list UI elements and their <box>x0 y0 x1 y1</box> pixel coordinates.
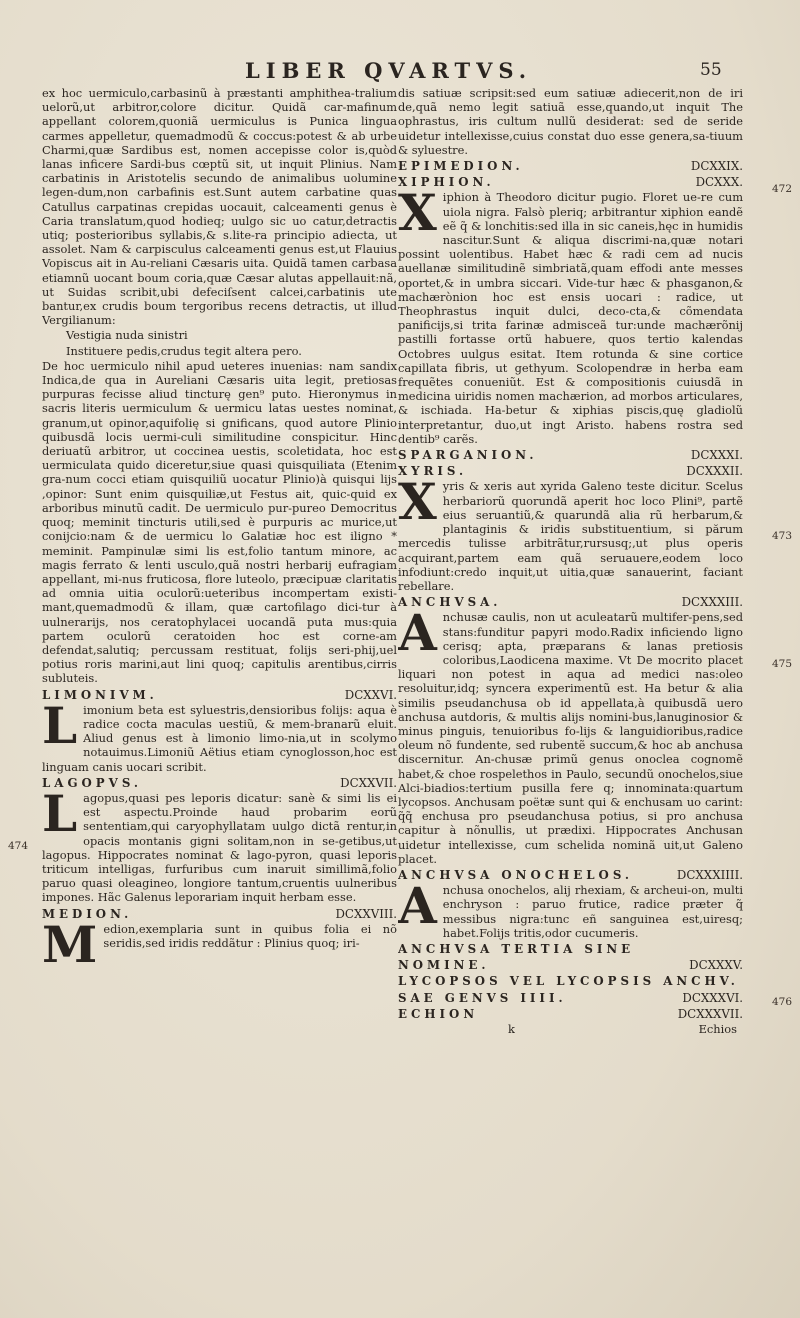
entry-heading <box>398 868 743 882</box>
margin-number: 476 <box>772 996 793 1008</box>
entry-text <box>398 183 743 446</box>
entry-text <box>398 603 743 866</box>
entry-title: XYRIS. <box>398 464 468 479</box>
paragraph: De hoc uermiculo nihil apud ueteres inuenias: nam sandix Indica,de qua in Aureliani Cæsaris uita legit, pretiosas purpuras fecisse aliud tincturę gen⁹ puto. Hieronymus in sacris literis uermiculum & uermicu latas uestes nominat, granum,ut opinor,aquifolię si gnificans, quod autore Plinio quibusdã locis uermi-culi similitudine conspicitur. Hinc deriuatũ arbitror, ut coccinea uestis, scoletidata, hoc est uermiculata quido diceretur,siue quasi quisquiliata (Etenim gra-num cocci etiam quisquiliũ uocatur Plinio)à quisqui lijs ,opinor: Sunt enim quisquiliæ,ut Festus ait, quic-quid ex arboribus minutũ cadit. De uermiculo pur-pureo Democritus quoq; meminit tincturis utili,sed è purpuris ac murice,ut conijcio:nam & de uermicu lo Galatiæ hoc est iligno * meminit. Pampinulæ simi lis est,folio tantum minore, ac magis ferrato & lenti usculo,quã nostri herbarij eufragiam appellant, mi-nus fruticosa, flore luteolo, præcipuæ claritatis ad omnia uitia oculorũ:ueteribus incompertam existi-mant,quemadmodũ & illam, quæ cartofilago dici-tur à uulnerarijs, nos ceratophylacei uocandã puta mus:quia partem oculorũ ceratoiden hoc est corne-am defendat,salutiq; percussam restituat, folijs seri-phij,uel potius roris marini,aut lini quoq; capitulis arentibus,cirris subluteis. <box>42 358 397 686</box>
entry-body: agopus,quasi pes leporis dicatur: sanè & simi lis ei est aspectu.Proinde haud probarim eorũ sententiam,qui caryophyllatam uulgo dictã rentur,in opacis montanis gigni solitam,non in se-getibus,ut lagopus. Hippocrates nominat & lago-pyron, quasi leporis triticum intelligas, furfuribus cum inaruit simillimã,folio paruo quasi oleagineo, longiore tantum,cruentis uulneribus impones. Hãc Galenus leporariam inquit herbam esse. <box>42 790 397 905</box>
entry-body: imonium beta est syluestris,densioribus folijs: aqua è radice cocta maculas uestiũ, & mem-branarũ eluit. Aliud genus est à limonio limo-nia,ut in scolymo notauimus.Limoniũ Aëtius etiam cynoglosson,hoc est linguam canis uocari scribit. <box>42 702 397 774</box>
entry-number: DCXXX. <box>695 175 743 190</box>
margin-number: 475 <box>772 658 793 670</box>
entry-title: ANCHVSA TERTIA SINE <box>398 941 635 956</box>
entry-body: nchusæ caulis, non ut aculeatarũ multifer-pens,sed stans:funditur papyri modo.Radix inficiendo ligno cerisq; apta, præparans & lanas pretiosis coloribus,Laodicena maxime. Vt De mocrito placet liquari non potest in aqua ad medici nas:oleo resoluitur,idq; syncera experimentũ est. Ha betur & alia similis pseudanchusa ob id appellata,à quibusdã uero anchusa autdoris, & multis alijs nomini-bus,lanuginosior & minus pinguis, tenuioribus fo-lijs & languidioribus,radice oleum nõ fundente, sed rubentẽ succum,& hoc ab anchusa discernitur. An-chusæ primũ genus onoclea cognomẽ habet,& choe rospelethos in Paulo, secundũ onochelos,siue Alci-biadios:tertium pusilla fere q; innominata:quartum lycopsos. Anchusam poëtæ sunt qui & enchusam uo carint: q̃q̃ enchusa pro pseudanchusa potius, si pro anchusa capitur à nõnullis, ut prædixi. Hippocrates Anchusan uidetur intellexisse, cum schelida nominã uit,ut Galeno placet. <box>398 610 743 866</box>
catchword: Echios <box>698 1022 737 1036</box>
entry-text <box>42 783 397 905</box>
entry-body: iphion à Theodoro dicitur pugio. Floret ue-re cum uiola nigra. Falsò pleriq; arbitrantur xiphion eandẽ eẽ q̃ & lonchitis:sed illa in sic caneis,hęc in humidis nascitur.Sunt & aliqua discrimi-na,quæ notari possint uolentibus. Habet hæc & radi cem ad nucis auellanæ similitudinẽ simbriatã,quam effodi ante messes oportet,& in umbra siccari. Vide-tur hæc & phasganon,& machærònion hoc est ensis uocari : radice, ut Theophrastus inquit dulci, deco-cta,& cõmendata panificijs,si trita farinæ admisceã tur:unde machærõnij pastilli fortasse ortũ habuere, quos tertio kalendas Octobres uulgus esitat. Item rotunda & sine cortice capillata fibris, ut gethyum. Scolopendræ in herba eam frequẽtes conueniũt. Est & compositionis cuiusdã in medicina uiridis nomen machærion, ad morbos articulares, & ischiada. Ha-betur & xiphias piscis,quę gladiolũ interpretantur, duo,ut ingt Aristo. habens rostra sed dentib⁹ carẽs. <box>398 190 743 446</box>
margin-number: 473 <box>772 530 793 542</box>
entry-body: edion,exemplaria sunt in quibus folia ei nõ seridis,sed iridis reddãtur : Plinius quoq; iri- <box>103 921 397 950</box>
entry-heading <box>398 448 743 462</box>
dropcap-initial: L <box>42 695 78 755</box>
paragraph: ex hoc uermiculo,carbasinũ à præstanti amphithea-tralium uelorũ,ut arbitror,colore dicitur. Quidã car-mafinum appellant colorem,quoniã uermiculus is Punica lingua carmes appelletur, quemadmodũ & coccus:potest & ab urbe Charmi,quæ Sardibus est, nomen accepisse color is,quòd lanas inficere Sardi-bus cœptũ sit, ut inquit Plinius. Nam carbatinis in Aristotelis secundo de animalibus uolumine legen-dum,non carbafinis est.Sunt autem carbatine quas Catullus carpatinas crepidas uocauit, calceamenti genus è Caria translatum,quod hodieq; uulgo sic uo catur,detractis utiq; posterioribus syllabis,& s.lite-ra principio adiecta, ut assolet. Nam & carpisculus calceamenti genus est,ut Flauius Vopiscus ait in Au-reliani Cæsaris uita. Quidã tamen carbasa etiamnũ uocant boum coria,quæ Cæsar alutas appellauit:nã, ut Suidas scribit,ubi defeciſsent calcei,carbatinis ute bantur,ex crudis boum tergoribus recens detractis, ut illud Vergilianum: <box>42 86 397 328</box>
entry-heading <box>398 595 743 609</box>
dropcap-initial: L <box>42 783 78 843</box>
entry-heading <box>42 776 397 790</box>
entry-heading <box>398 974 743 988</box>
entry-heading <box>398 1007 743 1021</box>
entry-heading <box>42 907 397 921</box>
entry-heading <box>398 958 743 972</box>
entry-title: ANCHVSA. <box>398 595 502 610</box>
paragraph: dis satiuæ scripsit:sed eum satiuæ adiecerit,non de iri de,quã nemo legit satiuã esse,quando,ut inquit The ophrastus, iris cultum nullũ desiderat: sed de seride uidetur intellexisse,cuius constat duo esse genera,sa-tiuum & syluestre. <box>398 86 743 157</box>
entry-text <box>42 695 397 774</box>
entry-heading <box>398 942 743 956</box>
margin-number: 474 <box>8 840 29 852</box>
folio-number: 55 <box>700 60 722 80</box>
entry-number: DCXXXVII. <box>677 1006 743 1021</box>
entry-heading <box>398 464 743 478</box>
verse-line: Vestigia nuda sinistri <box>66 328 188 343</box>
entry-text <box>398 472 743 593</box>
entry-text <box>398 876 743 940</box>
entry-title: MEDION. <box>42 906 133 921</box>
left-column <box>42 86 397 1236</box>
entry-number: DCXXXV. <box>689 958 743 973</box>
running-title: LIBER QVARTVS. <box>245 58 533 83</box>
entry-title: SPARGANION. <box>398 448 538 463</box>
entry-heading <box>398 175 743 189</box>
entry-title: ECHION <box>398 1006 479 1021</box>
entry-title: LAGOPVS. <box>42 775 143 790</box>
dropcap-initial: A <box>398 603 437 663</box>
entry-number: DCXXIX. <box>690 159 743 174</box>
entry-body: yris & xeris aut xyrida Galeno teste dicitur. Scelus herbariorũ quorundã aperit hoc loco Plini⁹, partẽ eius seruantiũ,& quarundã alia rũ herbarum,& plantaginis & iridis substituentium, si părum mercedis tulisse arbitrãtur,rursusq;,ut plus operis acquirant,partem eam quã seruauere,eodem loco infodiunt:credo inquit,ut uitia,quæ sanauerint, faciant rebellare. <box>398 479 743 593</box>
entry-number: DCXXVIII. <box>335 906 397 921</box>
entry-number: DCXXVI. <box>344 687 397 702</box>
entry-heading <box>42 688 397 702</box>
entry-body: nchusa onochelos, alij rhexiam, & archeui-on, multi enchryson : paruo frutice, radice præter q̃ messibus nigra:tunc eñ sanguinea est,uiresq; habet.Folijs tritis,odor cucumeris. <box>442 883 743 940</box>
margin-number: 472 <box>772 183 793 195</box>
entry-heading <box>398 991 743 1005</box>
dropcap-initial: X <box>398 472 437 532</box>
entry-number: DCXXXVI. <box>682 990 743 1005</box>
entry-title: NOMINE. <box>398 958 490 973</box>
entry-title: XIPHION. <box>398 175 495 190</box>
dropcap-initial: A <box>398 876 437 936</box>
dropcap-initial: X <box>398 183 437 243</box>
entry-number: DCXXVII. <box>340 775 397 790</box>
entry-title: LIMONIVM. <box>42 687 158 702</box>
running-head <box>0 58 800 86</box>
entry-number: DCXXXI. <box>690 448 743 463</box>
right-column <box>398 86 743 1236</box>
page-footer <box>398 1022 743 1036</box>
entry-text <box>42 914 397 974</box>
entry-number: DCXXXII. <box>686 464 743 479</box>
entry-number: DCXXXIII. <box>681 595 743 610</box>
entry-title: ANCHVSA ONOCHELOS. <box>398 867 634 882</box>
verse-line: Instituere pedis,crudus tegit altera pero. <box>66 343 302 358</box>
entry-title: EPIMEDION. <box>398 159 524 174</box>
signature-mark: k <box>508 1022 515 1036</box>
dropcap-initial: M <box>42 914 98 974</box>
entry-title: LYCOPSOS VEL LYCOPSIS ANCHV. <box>398 974 739 989</box>
entry-heading <box>398 159 743 173</box>
entry-number: DCXXXIIII. <box>676 867 743 882</box>
entry-title: SAE GENVS IIII. <box>398 990 567 1005</box>
